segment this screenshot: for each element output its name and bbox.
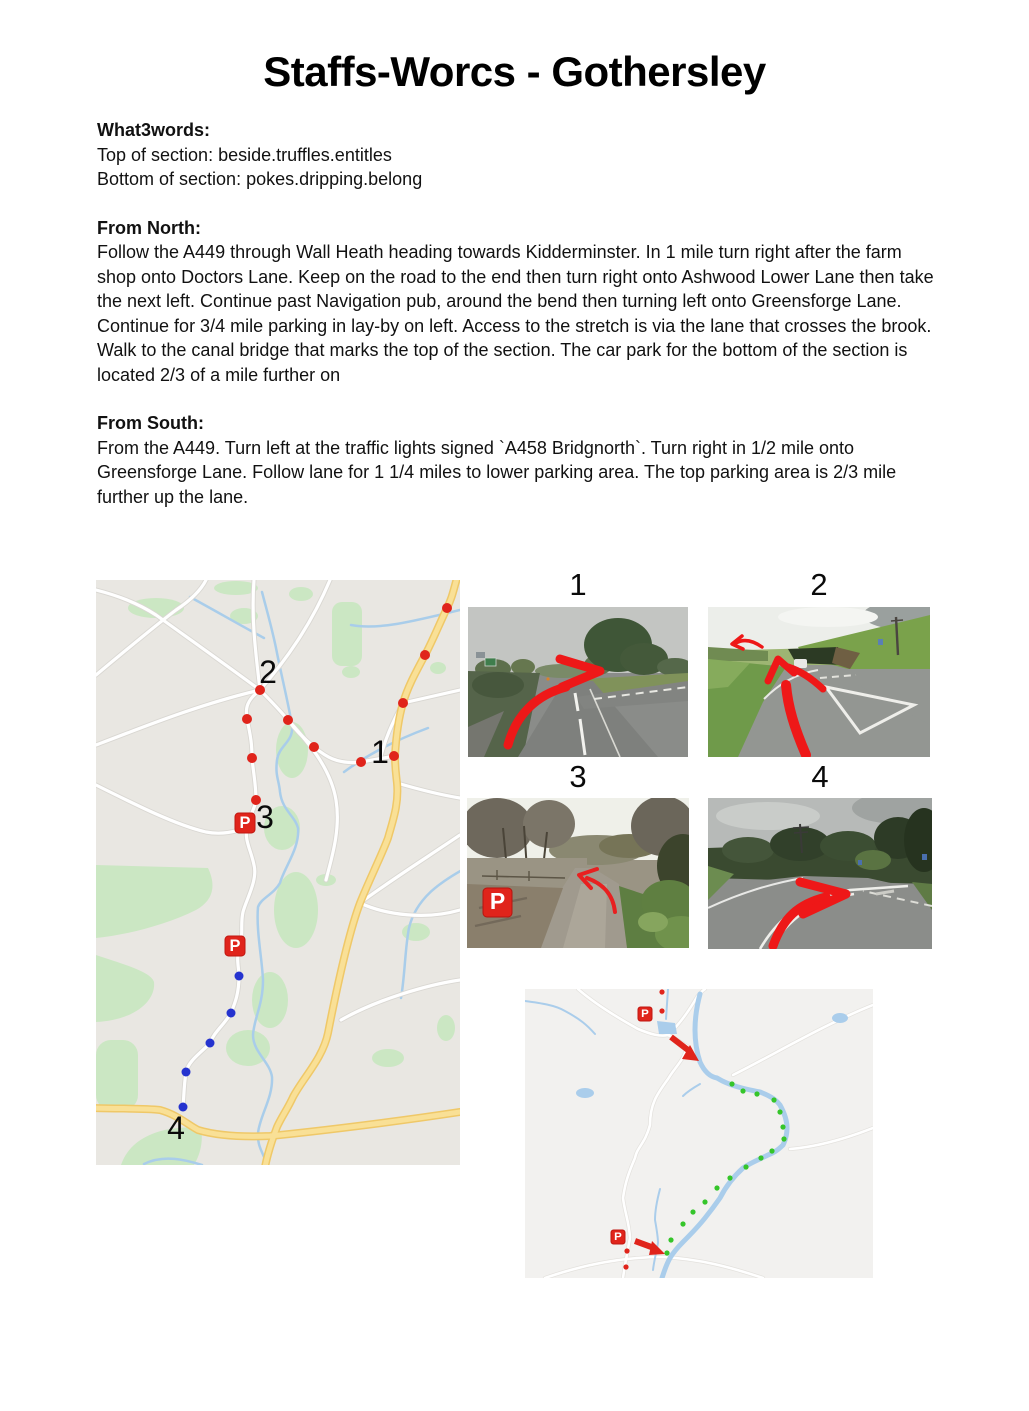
overview-map-canvas [96, 580, 460, 1165]
from-north-heading: From North: [97, 217, 201, 238]
what3words-section [97, 118, 935, 192]
photo-1-junction-a449 [468, 607, 688, 757]
photo-3-image [467, 798, 689, 948]
photo-3-parking-icon [483, 888, 512, 917]
svg-text:P: P [229, 937, 241, 955]
photo-3-lane-parking [467, 798, 689, 948]
from-north-section [97, 216, 935, 388]
map-number-label: 2 [259, 654, 277, 690]
detail-map-canvas [525, 989, 873, 1278]
stretch-green-dot [714, 1185, 719, 1190]
photo-4-junction-greensforge [708, 798, 932, 949]
route-red-dot [309, 742, 319, 752]
route-red-dot [356, 757, 366, 767]
from-north-body: Follow the A449 through Wall Heath heading towards Kidderminster. In 1 mile turn right after the farm shop onto Doctors Lane. Keep on the road to the end then turn right onto Ashwood Lower Lane then take the next left. Continue past Navigation pub, around the bend then turning left onto Greensforge Lane. Continue for 3/4 mile parking in lay-by on left. Access to the stretch is via the lane that crosses the brook. Walk to the canal bridge that marks the top of the section. The car park for the bottom of the section is located 2/3 of a mile further on [97, 242, 934, 385]
what3words-bottom: Bottom of section: pokes.dripping.belong [97, 169, 423, 189]
stretch-green-dot [702, 1199, 707, 1204]
svg-text:P: P [489, 888, 506, 914]
route-red-dot [442, 603, 452, 613]
map-number-label: 1 [371, 734, 389, 770]
what3words-top: Top of section: beside.truffles.entitles [97, 144, 392, 165]
route-red-dot [623, 1264, 628, 1269]
stretch-green-dot [690, 1209, 695, 1214]
photo-2-label: 2 [810, 567, 828, 602]
photo-1-image [468, 607, 688, 757]
from-south-heading: From South: [97, 413, 204, 433]
photo-4-image [708, 798, 932, 949]
route-red-dot [247, 753, 257, 763]
route-red-dot [242, 714, 252, 724]
stretch-green-dot [743, 1164, 748, 1169]
stretch-green-dot [780, 1124, 785, 1129]
route-red-dot [624, 1248, 629, 1253]
photo-2-junction-bend [708, 607, 930, 757]
route-blue-dot [227, 1009, 236, 1018]
stretch-green-dot [668, 1237, 673, 1242]
map-number-label: 4 [167, 1110, 185, 1146]
route-blue-dot [182, 1068, 191, 1077]
route-red-dot [659, 1008, 664, 1013]
map-number-label: 3 [256, 799, 274, 835]
stretch-green-dot [758, 1155, 763, 1160]
route-blue-dot [206, 1039, 215, 1048]
overview-map [96, 580, 460, 1165]
route-red-dot [398, 698, 408, 708]
stretch-green-dot [729, 1081, 734, 1086]
stretch-green-dot [769, 1148, 774, 1153]
photo-4-label: 4 [811, 759, 829, 794]
what3words-heading: What3words: [97, 120, 211, 140]
parking-marker [235, 813, 255, 833]
stretch-green-dot [680, 1221, 685, 1226]
stretch-green-dot [740, 1088, 745, 1093]
route-red-dot [283, 715, 293, 725]
route-red-dot [420, 650, 430, 660]
page-title: Staffs-Worcs - Gothersley [263, 48, 766, 95]
from-south-body: From the A449. Turn left at the traffic lights signed `A458 Bridgnorth`. Turn right in 1/2 mile onto Greensforge Lane. Follow lane for 1 1/4 miles to lower parking area. The top parking area is 2/3 mile further up the lane. [97, 437, 897, 507]
stretch-green-dot [664, 1250, 669, 1255]
parking-marker [225, 936, 245, 956]
route-red-dot [389, 751, 399, 761]
stretch-green-dot [754, 1091, 759, 1096]
photo-2-image [708, 607, 930, 757]
photo-1-label: 1 [569, 567, 587, 602]
svg-text:P: P [614, 1231, 622, 1243]
stretch-green-dot [781, 1136, 786, 1141]
route-red-dot [659, 989, 664, 994]
parking-marker [638, 1007, 652, 1021]
stretch-green-dot [727, 1175, 732, 1180]
svg-text:P: P [641, 1008, 649, 1020]
from-south-section [97, 411, 935, 509]
route-blue-dot [235, 972, 244, 981]
directions-text [97, 118, 935, 533]
stretch-green-dot [771, 1097, 776, 1102]
svg-text:P: P [239, 814, 251, 832]
detail-map [525, 989, 873, 1278]
parking-marker [611, 1230, 625, 1244]
photo-3-label: 3 [569, 759, 587, 794]
stretch-green-dot [777, 1109, 782, 1114]
